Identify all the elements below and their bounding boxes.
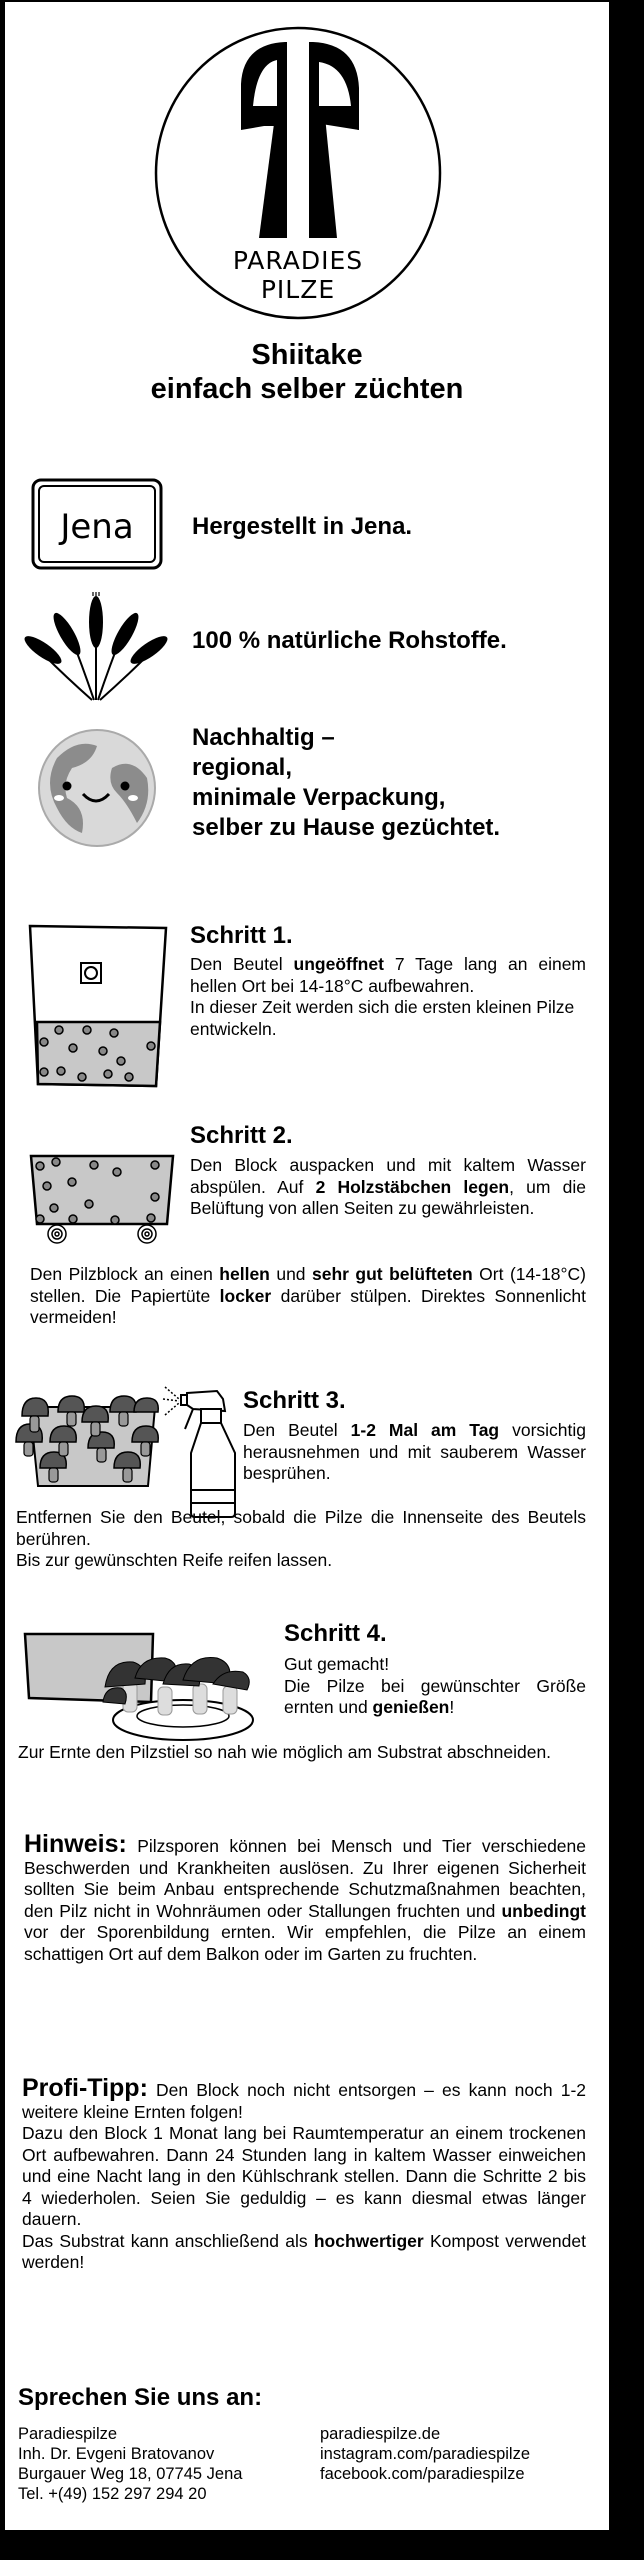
svg-text:PARADIES: PARADIES bbox=[232, 246, 364, 275]
profi-tipp-label: Profi-Tipp: bbox=[22, 2074, 148, 2102]
step-3-text-2: Entfernen Sie den Beutel, sobald die Pilze die Innenseite des Beutels berühren. Bis zur gewünschten Reife reifen lassen. bbox=[16, 1507, 586, 1570]
logo bbox=[153, 26, 443, 320]
contact-heading: Sprechen Sie uns an: bbox=[18, 2384, 263, 2411]
step-2-text-2: Den Pilzblock an einen hellen und sehr gut belüfteten Ort (14-18°C) stellen. Die Papiertüte locker darüber stülpen. Direktes Sonnenlicht vermeiden! bbox=[30, 1264, 586, 1327]
instagram-link[interactable]: instagram.com/paradiespilze bbox=[320, 2445, 531, 2463]
mushroom-block-icon bbox=[10, 1392, 160, 1492]
globe-icon bbox=[37, 728, 157, 848]
hinweis-block: Hinweis: Pilzsporen können bei Mensch und Tier verschiedene Beschwerden und Krankheiten auslösen. Zu Ihrer eigenen Sicherheit sollten Sie beim Anbau entsprechende Schutzmaßnahmen beachten, den Pilz nicht in Wohnräumen oder Stallungen fruchten und unbedingt vor der Sporenbildung ernten. Wir empfehlen, die Pilze an einem schattigen Ort auf dem Balkon oder im Garten zu fruchten. bbox=[24, 1830, 586, 1964]
title-line-1: Shiitake bbox=[251, 339, 363, 371]
step-2-heading: Schritt 2. bbox=[190, 1122, 293, 1149]
wheat-icon bbox=[21, 592, 171, 702]
contact-left bbox=[18, 2424, 242, 2504]
feature-natural-text: 100 % natürliche Rohstoffe. bbox=[192, 627, 507, 654]
step-1-text: Den Beutel ungeöffnet 7 Tage lang an einem hellen Ort bei 14-18°C aufbewahren. In dieser Zeit werden sich die ersten kleinen Pilze entwickeln. bbox=[190, 954, 587, 1039]
harvest-plate-icon bbox=[23, 1632, 273, 1747]
step-3-heading: Schritt 3. bbox=[243, 1387, 346, 1414]
company-name: Paradiespilze bbox=[18, 2425, 118, 2443]
block-on-sticks-icon bbox=[27, 1152, 177, 1244]
feature-jena-text: Hergestellt in Jena. bbox=[192, 513, 413, 540]
step-1-heading: Schritt 1. bbox=[190, 922, 293, 949]
feature-sustainable-text: Nachhaltig – regional, minimale Verpackung, selber zu Hause gezüchtet. bbox=[192, 724, 501, 841]
owner-name: Inh. Dr. Evgeni Bratovanov bbox=[18, 2445, 215, 2463]
website-link[interactable]: paradiespilze.de bbox=[320, 2425, 441, 2443]
step-2-text: Den Block auspacken und mit kaltem Wasser abspülen. Auf 2 Holzstäbchen legen, um die Belüftung von allen Seiten zu gewährleisten. bbox=[190, 1155, 587, 1218]
step-4-heading: Schritt 4. bbox=[284, 1620, 387, 1647]
step-4-text-2: Zur Ernte den Pilzstiel so nah wie möglich am Substrat abschneiden. bbox=[18, 1742, 552, 1762]
contact-right bbox=[320, 2424, 530, 2484]
bag-icon bbox=[26, 922, 170, 1090]
phone: Tel. +(49) 152 297 294 20 bbox=[18, 2485, 207, 2503]
spray-bottle-icon bbox=[155, 1385, 245, 1520]
svg-text:Jena: Jena bbox=[60, 507, 134, 547]
page-title bbox=[5, 338, 609, 406]
title-line-2: einfach selber züchten bbox=[150, 373, 464, 405]
address: Burgauer Weg 18, 07745 Jena bbox=[18, 2465, 243, 2483]
facebook-link[interactable]: facebook.com/paradiespilze bbox=[320, 2465, 525, 2483]
hinweis-label: Hinweis: bbox=[24, 1830, 127, 1858]
flyer-page bbox=[5, 2, 609, 2530]
jena-sign-icon bbox=[31, 478, 163, 570]
profi-tipp-block: Profi-Tipp: Den Block noch nicht entsorgen – es kann noch 1-2 weitere kleine Ernten folgen! Dazu den Block 1 Monat lang bei Raumtemperatur an einem trockenen Ort aufbewahren. Dann 24 Stunden lang in kaltem Wasser einweichen und eine Nacht lang in den Kühlschrank stellen. Dann die Schritte 2 bis 4 wiederholen. Seien Sie geduldig – es kann diesmal etwas länger dauern. Das Substrat kann anschließend als hochwertiger Kompost verwendet werden! bbox=[22, 2074, 586, 2272]
step-4-text: Gut gemacht! Die Pilze bei gewünschter Größe ernten und genießen! bbox=[284, 1654, 586, 1717]
svg-text:PILZE: PILZE bbox=[260, 275, 336, 304]
step-3-text: Den Beutel 1-2 Mal am Tag vorsichtig herausnehmen und mit sauberem Wasser besprühen. bbox=[243, 1420, 586, 1483]
paradies-pilze-logo-icon bbox=[153, 26, 443, 320]
